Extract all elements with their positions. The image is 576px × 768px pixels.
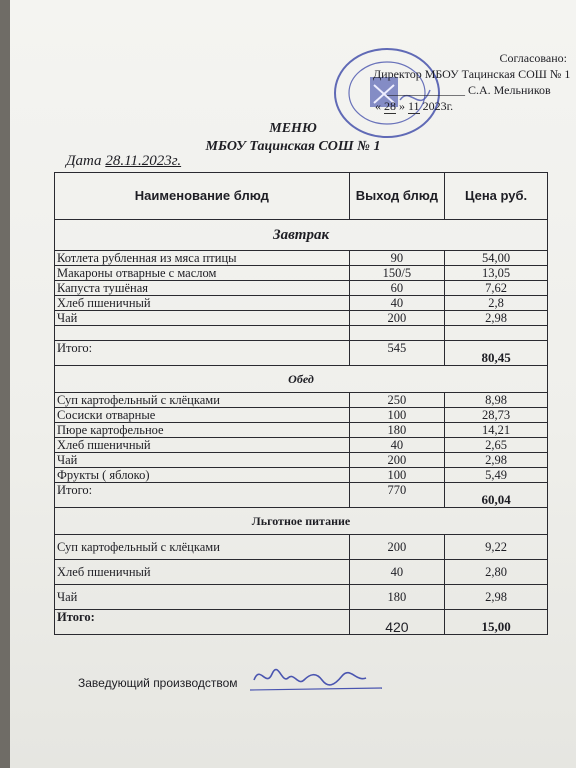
- menu-date-value: 28.11.2023г.: [105, 153, 182, 169]
- table-row: Хлеб пшеничный 40 2,80: [55, 560, 548, 585]
- approval-director: Директор МБОУ Тацинская СОШ № 1: [373, 67, 571, 81]
- menu-table: [54, 172, 548, 635]
- approval-year: 2023г.: [422, 99, 454, 113]
- production-manager-label: Заведующий производством: [78, 676, 238, 690]
- table-row: Капуста тушёная 60 7,62: [55, 281, 548, 296]
- benefit-total-row: Итого: 420 15,00: [55, 610, 548, 635]
- table-row: Суп картофельный с клёцками 200 9,22: [55, 535, 548, 560]
- section-benefit: Льготное питание: [55, 508, 548, 535]
- table-row: Чай 200 2,98: [55, 453, 548, 468]
- table-row: Макароны отварные с маслом 150/5 13,05: [55, 266, 548, 281]
- table-row: Сосиски отварные 100 28,73: [55, 408, 548, 423]
- table-row-empty: [55, 326, 548, 341]
- table-row: Чай 200 2,98: [55, 311, 548, 326]
- menu-title: [10, 120, 576, 156]
- school-name: МБОУ Тацинская СОШ № 1: [205, 139, 381, 154]
- header-output: Выход блюд: [349, 173, 444, 220]
- lunch-total-row: Итого: 770 60,04: [55, 483, 548, 508]
- table-row: Пюре картофельное 180 14,21: [55, 423, 548, 438]
- table-header-row: [55, 173, 548, 220]
- table-row: Фрукты ( яблоко) 100 5,49: [55, 468, 548, 483]
- approval-signer: _____________ С.А. Мельников: [387, 83, 551, 97]
- table-row: Чай 180 2,98: [55, 585, 548, 610]
- handwritten-signature: [246, 660, 386, 696]
- approval-date: « 28 » 11 2023г.: [375, 99, 454, 113]
- table-row: Хлеб пшеничный 40 2,8: [55, 296, 548, 311]
- approval-block: [355, 50, 575, 114]
- menu-date: Дата 28.11.2023г.: [66, 153, 182, 169]
- table-row: Суп картофельный с клёцками 250 8,98: [55, 393, 548, 408]
- table-row: Хлеб пшеничный 40 2,65: [55, 438, 548, 453]
- header-price: Цена руб.: [445, 173, 548, 220]
- header-name: Наименование блюд: [55, 173, 350, 220]
- approval-heading: Согласовано:: [499, 51, 567, 65]
- table-row: Котлета рубленная из мяса птицы 90 54,00: [55, 251, 548, 266]
- breakfast-total-row: Итого: 545 80,45: [55, 341, 548, 366]
- approval-day: 28: [384, 99, 396, 113]
- document-page: [10, 0, 576, 768]
- approval-month: 11: [408, 99, 420, 113]
- section-lunch: Обед: [55, 366, 548, 393]
- section-breakfast: Завтрак: [55, 220, 548, 251]
- menu-heading: МЕНЮ: [269, 121, 317, 136]
